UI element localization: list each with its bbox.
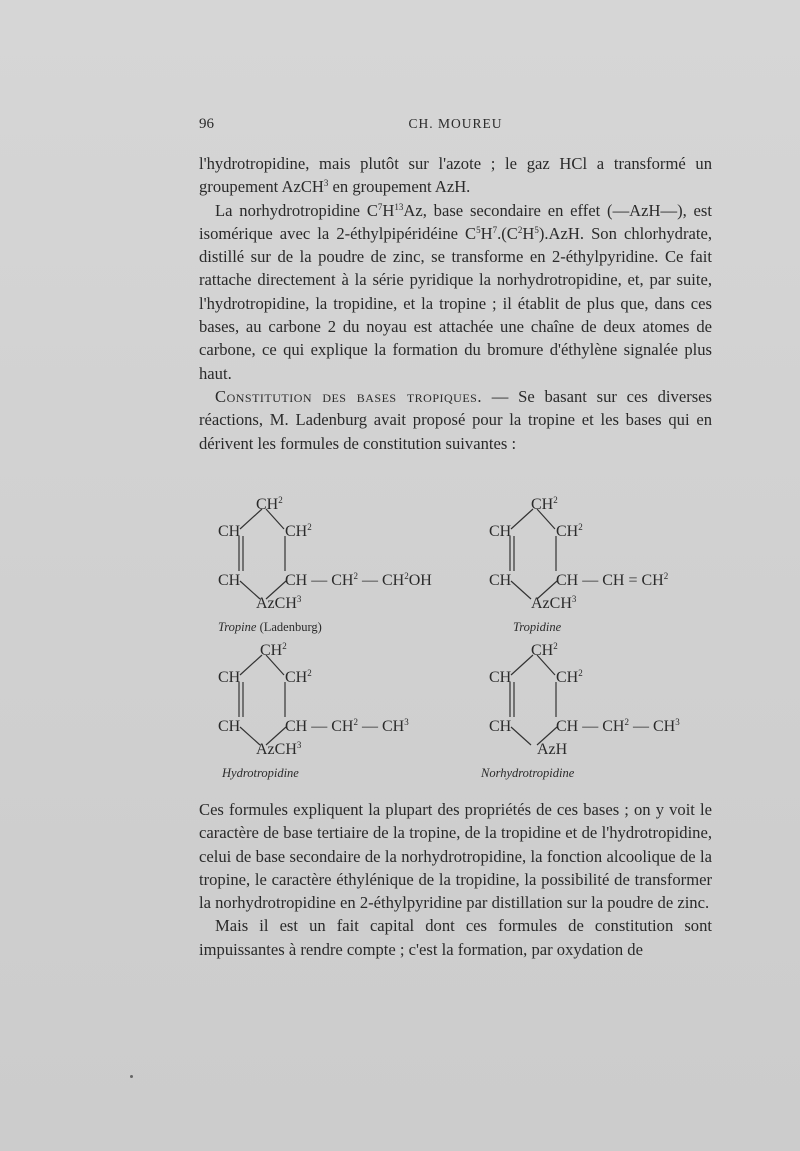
atom-label: CH (489, 523, 512, 540)
formula-caption: Tropine (Ladenburg) (218, 620, 322, 634)
formula-caption: Tropidine (513, 620, 562, 634)
atom-label: AzH (537, 741, 568, 758)
atom-label: $CH^2$ (531, 495, 558, 513)
atom-label: CH (489, 718, 512, 735)
running-head: CH. MOUREU (408, 116, 503, 131)
formula-norhydrotropidine (481, 641, 729, 782)
ring-bonds (489, 642, 729, 782)
atom-label: $CH^2$ (531, 641, 558, 659)
atom-label: CH (489, 669, 512, 686)
atom-label: CH — $CH^2$ — $CH^3$ (285, 717, 409, 735)
formula-hydrotropidine (218, 642, 478, 782)
atom-label: AzCH$^3$ (256, 740, 302, 758)
ring-bonds (489, 496, 729, 636)
atom-label: $CH^2$ (556, 522, 583, 540)
section-heading: Constitution des bases tropiques. (215, 386, 483, 406)
text-block-bottom (199, 798, 712, 961)
atom-label: CH (218, 669, 241, 686)
atom-label: CH (218, 718, 241, 735)
atom-label: CH — CH = $CH^2$ (556, 571, 669, 589)
atom-label: CH — $CH^2$ — $CH^2OH$ (285, 571, 432, 589)
atom-label: $CH^2$ (285, 522, 312, 540)
page-header (199, 116, 712, 136)
atom-label: AzCH$^3$ (256, 594, 302, 612)
paragraph: Mais il est un fait capital dont ces formules de constitution sont impuissantes à rendre compte ; c'est la formation, par oxydation de (199, 916, 712, 959)
paragraph: Ces formules expliquent la plupart des propriétés de ces bases ; on y voit le caractère de base tertiaire de la tropine, de la tropidine et de l'hydrotropidine, celui de base secondaire de la norhydrotropidine, la fonction alcoolique de la tropine, le caractère éthylénique de la tropidine, la possibilité de transformer la norhydrotropidine en 2-éthylpyridine par distillation sur la poudre de zinc. (199, 800, 712, 913)
ring-bonds (218, 496, 478, 636)
atom-label: $CH^2$ (285, 668, 312, 686)
formula-tropine (218, 496, 478, 636)
atom-label: $CH^2$ (256, 495, 283, 513)
text-block-top (199, 152, 712, 455)
formula-caption: Norhydrotropidine (481, 766, 575, 780)
atom-label: CH (218, 572, 241, 589)
page-number: 96 (199, 116, 214, 132)
formula-caption: Hydrotropidine (222, 766, 299, 780)
atom-label: $CH^2$ (260, 641, 287, 659)
paragraph: l'hydrotropidine, mais plutôt sur l'azote ; le gaz HCl a transformé un groupement AzCH$^3$ en groupement AzH. (199, 154, 712, 197)
atom-label: AzCH$^3$ (531, 594, 577, 612)
atom-label: CH (218, 523, 241, 540)
ring-bonds (218, 642, 478, 782)
atom-label: CH (489, 572, 512, 589)
atom-label: $CH^2$ (556, 668, 583, 686)
atom-label: CH — $CH^2$ — $CH^3$ (556, 717, 680, 735)
paragraph: La norhydrotropidine $C^7H^{13}Az$, base secondaire en effet (—AzH—), est isomérique avec la 2-éthylpipéridéine $C^5H^7.(C^2H^5).AzH$. Son chlorhydrate, distillé sur de la poudre de zinc, se transforme en 2-éthylpyridine. Ce fait rattache directement à la série pyridique la norhydrotropidine, et, par suite, l'hydrotropidine, la tropidine, et la tropine ; il établit de plus que, dans ces bases, au carbone 2 du noyau est attachée une chaîne de deux atomes de carbone, ce qui explique la formation du bromure d'éthylène signalée plus haut. (199, 200, 712, 383)
formula-tropidine (489, 496, 729, 636)
paragraph: Constitution des bases tropiques. — Se basant sur ces diverses réactions, M. Ladenburg avait proposé pour la tropine et les bases qui en dérivent les formules de constitution suivantes : (199, 386, 712, 453)
speck-mark (130, 1075, 133, 1078)
